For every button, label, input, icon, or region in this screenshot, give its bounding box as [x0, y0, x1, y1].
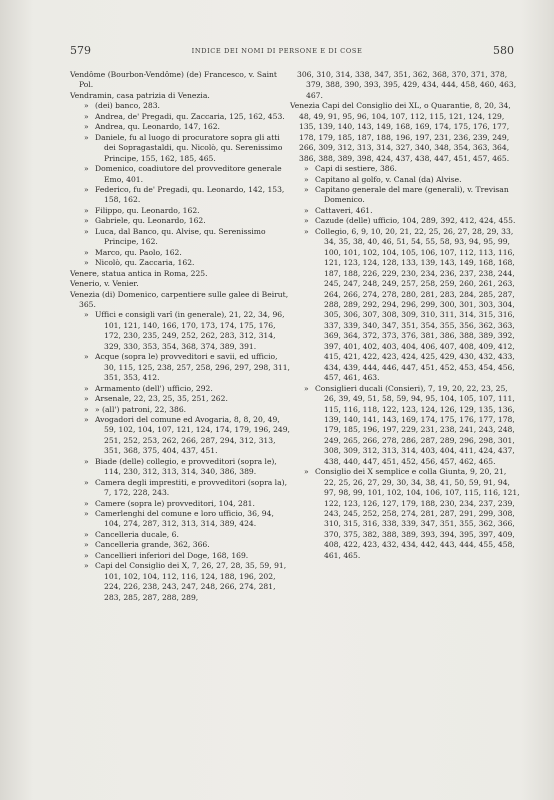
ditto-mark: » — [84, 122, 89, 132]
index-subentry — [70, 352, 292, 383]
index-subentry — [70, 415, 292, 457]
entry-text: Camerlenghi del comune e loro ufficio, 36, 94, 104, 274, 287, 312, 313, 314, 389, 424. — [95, 509, 274, 529]
entry-text: Capitano generale del mare (generali), v. Trevisan Domenico. — [315, 184, 509, 205]
ditto-mark: » — [304, 383, 309, 393]
entry-text: Capi del Consiglio dei X, 7, 26, 27, 28, 35, 59, 91, 101, 102, 104, 112, 116, 124, 188, 196, 202, 224, 226, 238, 243, 247, 248, 266, 274, 281, 283, 285, 287, 288, 289, — [95, 561, 287, 602]
entry-text: Arsenale, 22, 23, 25, 35, 251, 262. — [95, 394, 228, 404]
index-subentry — [70, 248, 292, 258]
entry-text: Vendramin, casa patrizia di Venezia. — [70, 90, 210, 100]
index-entry — [70, 269, 292, 279]
entry-text: Cancellieri inferiori del Doge, 168, 169. — [95, 550, 249, 560]
ditto-mark: » — [84, 498, 89, 508]
ditto-mark: » — [304, 216, 309, 226]
entry-text: Consiglio dei X semplice e colla Giunta, 9, 20, 21, 22, 25, 26, 27, 29, 30, 34, 38, 41, 50, 59, 91, 94, 97, 98, 99, 101, 102, 104, 106, 107, 115, 116, 121, 122, 123, 126, 127, 179, 188, 230, 234, 237, 239, 243, 245, 252, 258, 274, 281, 287, 291, 299, 308, 310, 315, 316, 338, 339, 347, 351, 355, 362, 366, 370, 375, 382, 388, 389, 393, 394, 395, 397, 409, 408, 422, 423, 432, 434, 442, 443, 444, 455, 458, 461, 465. — [315, 467, 520, 560]
page-number-right: 580 — [493, 44, 514, 57]
entry-text: Capi di sestiere, 386. — [315, 164, 397, 174]
ditto-mark: » — [84, 184, 89, 194]
index-entry — [70, 91, 292, 101]
index-subentry — [70, 530, 292, 540]
entry-text: Andrea, de' Pregadi, qu. Zaccaria, 125, 162, 453. — [95, 111, 285, 121]
index-subentry — [70, 101, 292, 111]
entry-text: Venere, statua antica in Roma, 225. — [70, 268, 208, 278]
ditto-mark: » — [84, 226, 89, 236]
index-subentry — [290, 216, 520, 226]
entry-text: Nicolò, qu. Zaccaria, 162. — [95, 258, 195, 268]
ditto-mark: » — [84, 132, 89, 142]
index-subentry — [290, 384, 520, 468]
entry-text: Camere (sopra le) provveditori, 104, 281. — [95, 498, 255, 508]
index-subentry — [290, 164, 520, 174]
entry-text: Venezia (di) Domenico, carpentiere sulle galee di Beirut, 365. — [70, 289, 289, 309]
index-entry — [70, 70, 292, 91]
ditto-mark: » — [84, 456, 89, 466]
index-entry — [290, 101, 520, 164]
entry-text: Cattaveri, 461. — [315, 205, 373, 215]
index-subentry — [70, 509, 292, 530]
index-subentry — [70, 405, 292, 415]
ditto-mark: » — [84, 111, 89, 121]
index-subentry — [70, 206, 292, 216]
entry-text: Domenico, coadiutore del provveditore generale Emo, 401. — [95, 164, 282, 184]
ditto-mark: » — [84, 509, 89, 519]
index-subentry — [70, 551, 292, 561]
entry-text: Andrea, qu. Leonardo, 147, 162. — [95, 122, 220, 132]
entry-text: Collegio, 6, 9, 10, 20, 21, 22, 25, 26, 27, 28, 29, 33, 34, 35, 38, 40, 46, 51, 54, 55, 58, 93, 94, 95, 99, 100, 101, 102, 104, 105, 106, 107, 112, 113, 116, 121, 123, 124, 128, 133, 139, 143, 149, 168, 168, 187, 188, 226, 229, 230, 234, 236, 237, 238, 244, 245, 247, 248, 249, 257, 258, 259, 260, 261, 263, 264, 266, 274, 278, 280, 281, 283, 284, 285, 287, 288, 289, 292, 294, 296, 299, 300, 301, 303, 304, 305, 306, 307, 308, 309, 310, 311, 314, 315, 316, 337, 339, 340, 347, 351, 354, 355, 356, 362, 363, 369, 364, 372, 373, 376, 381, 386, 388, 389, 392, 397, 401, 402, 403, 404, 406, 407, 408, 409, 412, 415, 421, 422, 423, 424, 425, 429, 430, 432, 433, 434, 439, 444, 446, 447, 451, 452, 453, 454, 456, 457, 461, 463. — [315, 226, 515, 383]
entry-text: (dei) banco, 283. — [95, 101, 160, 111]
running-title: INDICE DEI NOMI DI PERSONE E DI COSE — [191, 47, 363, 55]
ditto-mark: » — [84, 101, 89, 111]
ditto-mark: » — [84, 258, 89, 268]
ditto-mark: » — [84, 394, 89, 404]
entry-text: Vendôme (Bourbon-Vendôme) (de) Francesco, v. Saint Pol. — [70, 70, 277, 90]
entry-text: Cancelleria ducale, 6. — [95, 529, 179, 539]
index-subentry — [290, 185, 520, 206]
index-subentry — [70, 112, 292, 122]
index-subentry — [290, 467, 520, 561]
entry-text: Capitano al golfo, v. Canal (da) Alvise. — [315, 174, 462, 184]
entry-text: Luca, dal Banco, qu. Alvise, qu. Serenissimo Principe, 162. — [95, 226, 266, 247]
entry-text: Federico, fu de' Pregadi, qu. Leonardo, 142, 153, 158, 162. — [95, 184, 285, 205]
entry-text: Uffici e consigli varî (in generale), 21, 22, 34, 96, 101, 121, 140, 166, 170, 173, 174, 175, 176, 172, 230, 235, 249, 252, 262, 283, 312, 314, 329, 330, 353, 354, 368, 374, 389, 391. — [95, 310, 285, 351]
index-column-right — [290, 70, 520, 561]
index-subentry — [70, 185, 292, 206]
index-entry — [70, 279, 292, 289]
ditto-mark: » — [84, 477, 89, 487]
ditto-mark: » — [84, 561, 89, 571]
entry-text: Camera degli imprestiti, e provveditori (sopra la), 7, 172, 228, 243. — [95, 477, 288, 498]
index-subentry — [70, 133, 292, 164]
ditto-mark: » — [84, 540, 89, 550]
index-subentry — [70, 258, 292, 268]
index-subentry — [70, 164, 292, 185]
ditto-mark: » — [84, 247, 89, 257]
index-subentry — [70, 561, 292, 603]
entry-text: Venerio, v. Venier. — [70, 279, 139, 289]
index-subentry — [70, 394, 292, 404]
entry-text: Cancelleria grande, 362, 366. — [95, 540, 210, 550]
ditto-mark: » — [304, 174, 309, 184]
index-subentry — [290, 227, 520, 384]
ditto-mark: » — [84, 310, 89, 320]
index-column-left — [70, 70, 292, 603]
index-subentry — [70, 499, 292, 509]
entry-text: Filippo, qu. Leonardo, 162. — [95, 205, 200, 215]
ditto-mark: » — [304, 226, 309, 236]
ditto-mark: » — [84, 414, 89, 424]
ditto-mark: » — [84, 216, 89, 226]
entry-text: Acque (sopra le) provveditori e savii, ed ufficio, 30, 115, 125, 238, 257, 258, 296, 297, 298, 311, 351, 353, 412. — [95, 352, 290, 383]
index-subentry — [70, 310, 292, 352]
ditto-mark: » — [304, 205, 309, 215]
ditto-mark: » — [84, 352, 89, 362]
ditto-mark: » — [84, 550, 89, 560]
entry-text: Cazude (delle) ufficio, 104, 289, 392, 412, 424, 455. — [315, 216, 516, 226]
entry-text: Consiglieri ducali (Consieri), 7, 19, 20, 22, 23, 25, 26, 39, 49, 51, 58, 59, 94, 95, 104, 105, 107, 111, 115, 116, 118, 122, 123, 124, 126, 129, 135, 136, 139, 140, 141, 143, 169, 174, 175, 176, 177, 178, 179, 185, 196, 197, 229, 231, 238, 241, 243, 248, 249, 265, 266, 278, 286, 287, 289, 296, 298, 301, 308, 309, 312, 313, 314, 403, 404, 411, 424, 437, 438, 440, 447, 451, 452, 456, 457, 462, 465. — [315, 383, 515, 466]
index-subentry — [290, 175, 520, 185]
ditto-mark: » — [304, 467, 309, 477]
index-subentry — [70, 478, 292, 499]
index-subentry — [70, 457, 292, 478]
entry-text: Gabriele, qu. Leonardo, 162. — [95, 216, 206, 226]
entry-text: Armamento (dell') ufficio, 292. — [95, 383, 213, 393]
index-subentry — [290, 206, 520, 216]
entry-text: Daniele, fu al luogo di procuratore sopra gli atti dei Sopragastaldi, qu. Nicolò, qu. Serenissimo Principe, 155, 162, 185, 465. — [95, 132, 283, 163]
index-subentry — [70, 384, 292, 394]
entry-text: Marco, qu. Paolo, 162. — [95, 247, 182, 257]
index-subentry — [70, 122, 292, 132]
entry-text: 306, 310, 314, 338, 347, 351, 362, 368, 370, 371, 378, 379, 388, 390, 393, 395, 429, 434, 444, 458, 460, 463, 467. — [297, 70, 517, 100]
entry-text: » (all') patroni, 22, 386. — [95, 404, 187, 414]
ditto-mark: » — [84, 205, 89, 215]
ditto-mark: » — [304, 164, 309, 174]
entry-text: Venezia Capi del Consiglio dei XL, o Quarantie, 8, 20, 34, 48, 49, 91, 95, 96, 104, 107, 112, 115, 121, 124, 129, 135, 139, 140, 143, 149, 168, 169, 174, 175, 176, 177, 178, 179, 185, 187, 188, 196, 197, 231, 236, 239, 249, 266, 309, 312, 313, 314, 327, 340, 348, 354, 363, 364, 386, 388, 389, 398, 424, 437, 438, 447, 451, 457, 465. — [290, 101, 511, 163]
index-subentry — [70, 540, 292, 550]
page-number-left: 579 — [70, 44, 91, 57]
ditto-mark: » — [84, 383, 89, 393]
entry-text: Biade (delle) collegio, e provveditori (sopra le), 114, 230, 312, 313, 314, 340, 386, 389. — [95, 456, 277, 477]
entry-text: Avogadori del comune ed Avogaria, 8, 8, 20, 49, 59, 102, 104, 107, 121, 124, 174, 179, 196, 249, 251, 252, 253, 262, 266, 287, 294, 312, 313, 351, 368, 375, 404, 437, 451. — [95, 414, 290, 456]
ditto-mark: » — [84, 164, 89, 174]
index-subentry — [70, 227, 292, 248]
index-entry-continuation — [290, 70, 520, 101]
ditto-mark: » — [84, 404, 89, 414]
index-subentry — [70, 216, 292, 226]
ditto-mark: » — [84, 529, 89, 539]
index-entry — [70, 290, 292, 311]
ditto-mark: » — [304, 184, 309, 194]
